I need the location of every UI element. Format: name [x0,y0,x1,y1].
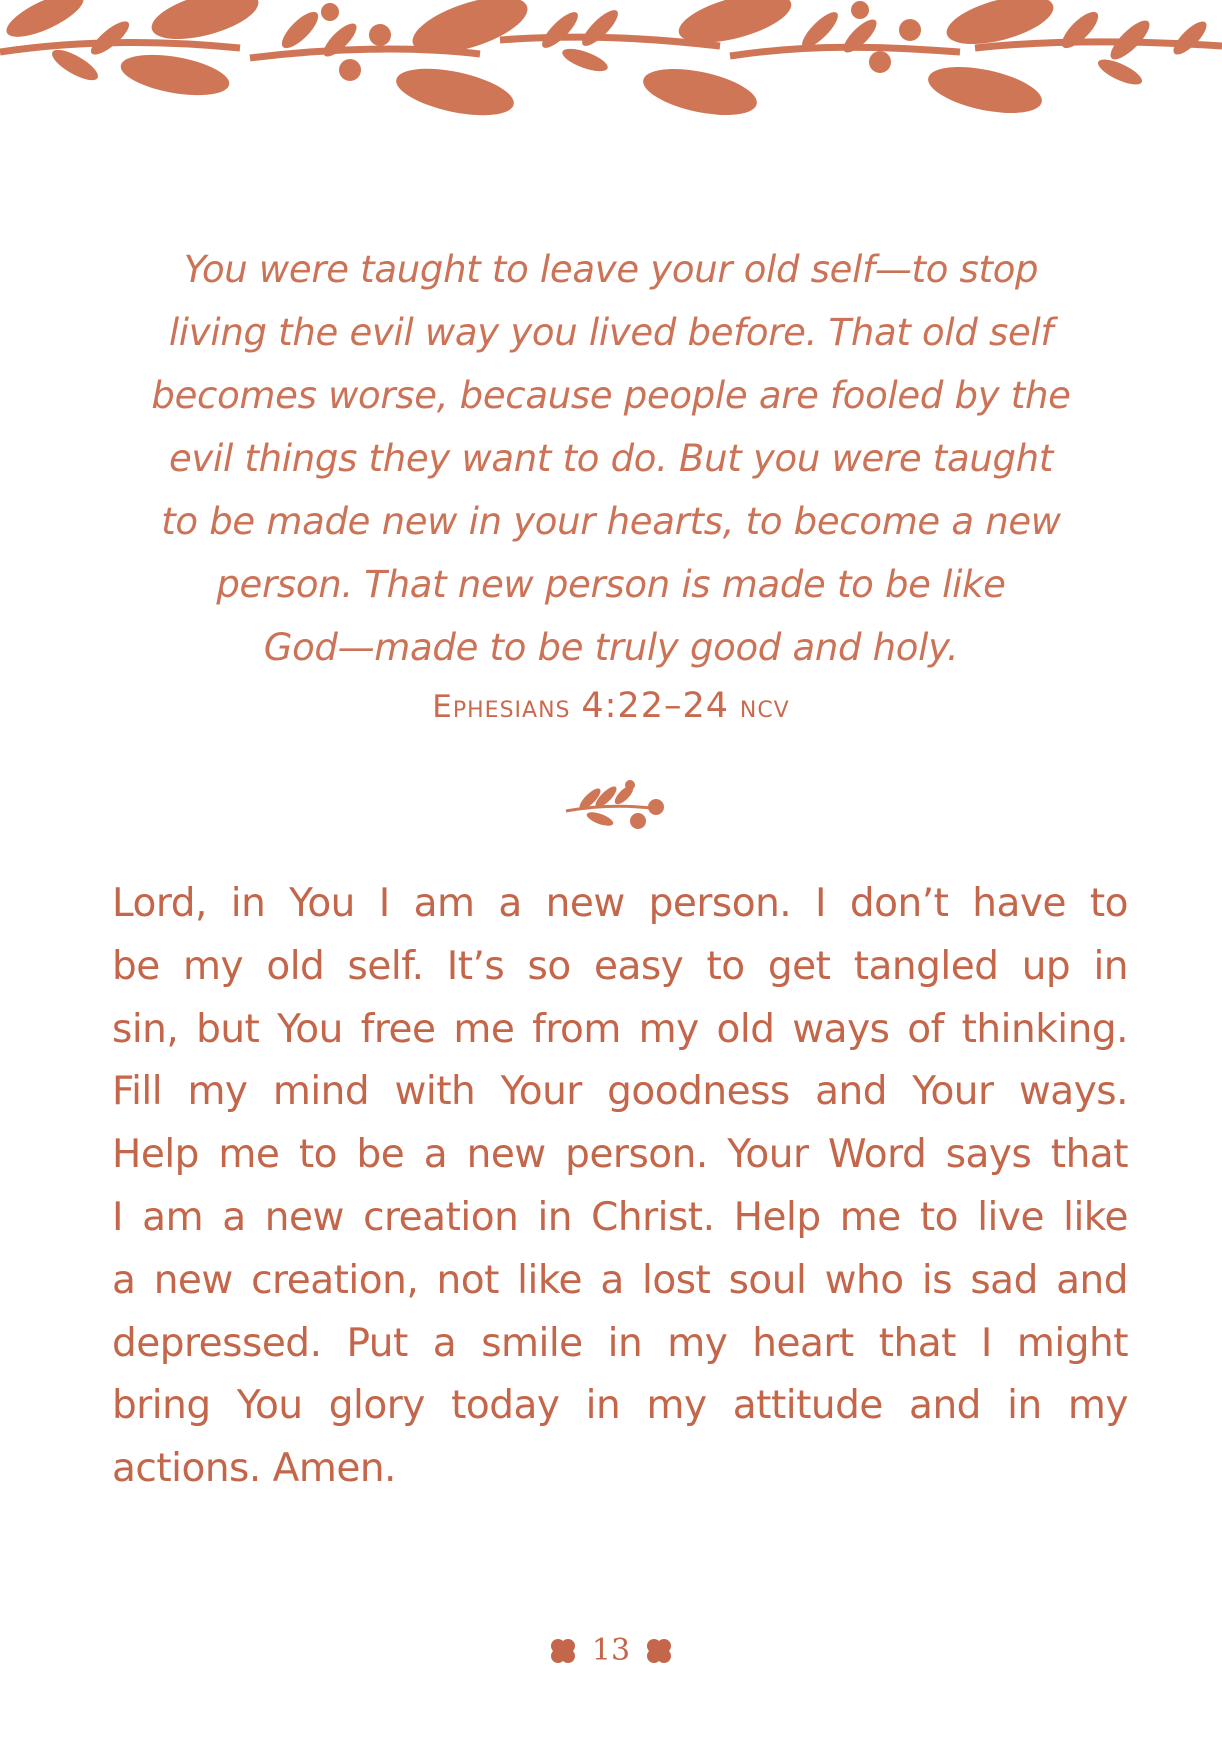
flower-icon [548,1636,578,1666]
reference-translation: ncv [739,689,790,725]
reference-chapter-verse: 4:22–24 [581,686,729,726]
prayer-line: be my old self. It’s so easy to get tangled up in [112,943,1128,989]
flower-icon [644,1636,674,1666]
verse-line: person. That new person is made to be like [216,563,1006,606]
reference-book: Ephesians [432,689,571,725]
page-footer [0,1633,1222,1683]
verse-line: living the evil way you lived before. That old self [168,311,1054,354]
verse-reference [150,681,1072,732]
verse-line: God—made to be truly good and holy. [263,626,959,669]
prayer-line: actions. Amen. [112,1446,396,1492]
prayer-line: I am a new creation in Christ. Help me to live like [112,1194,1128,1240]
verse-line: to be made new in your hearts, to become a new [161,500,1061,543]
leaf-sprig-icon [560,775,680,835]
verse-line: evil things they want to do. But you were taught [168,437,1054,480]
prayer-text [112,873,1128,1501]
prayer-line: Fill my mind with Your goodness and Your ways. [112,1069,1128,1115]
scripture-verse [150,238,1072,732]
verse-line: becomes worse, because people are fooled by the [151,374,1071,417]
page-number: 13 [591,1633,631,1668]
leaf-vine-border-icon [0,0,1222,125]
prayer-line: bring You glory today in my attitude and in my [112,1383,1128,1429]
prayer-line: a new creation, not like a lost soul who is sad and [112,1257,1128,1303]
prayer-line: Help me to be a new person. Your Word says that [112,1132,1128,1178]
prayer-line: Lord, in You I am a new person. I don’t have to [112,881,1128,926]
verse-line: You were taught to leave your old self—to stop [183,248,1039,291]
prayer-line: sin, but You free me from my old ways of thinking. [112,1006,1128,1052]
prayer-line: depressed. Put a smile in my heart that I might [112,1320,1128,1366]
